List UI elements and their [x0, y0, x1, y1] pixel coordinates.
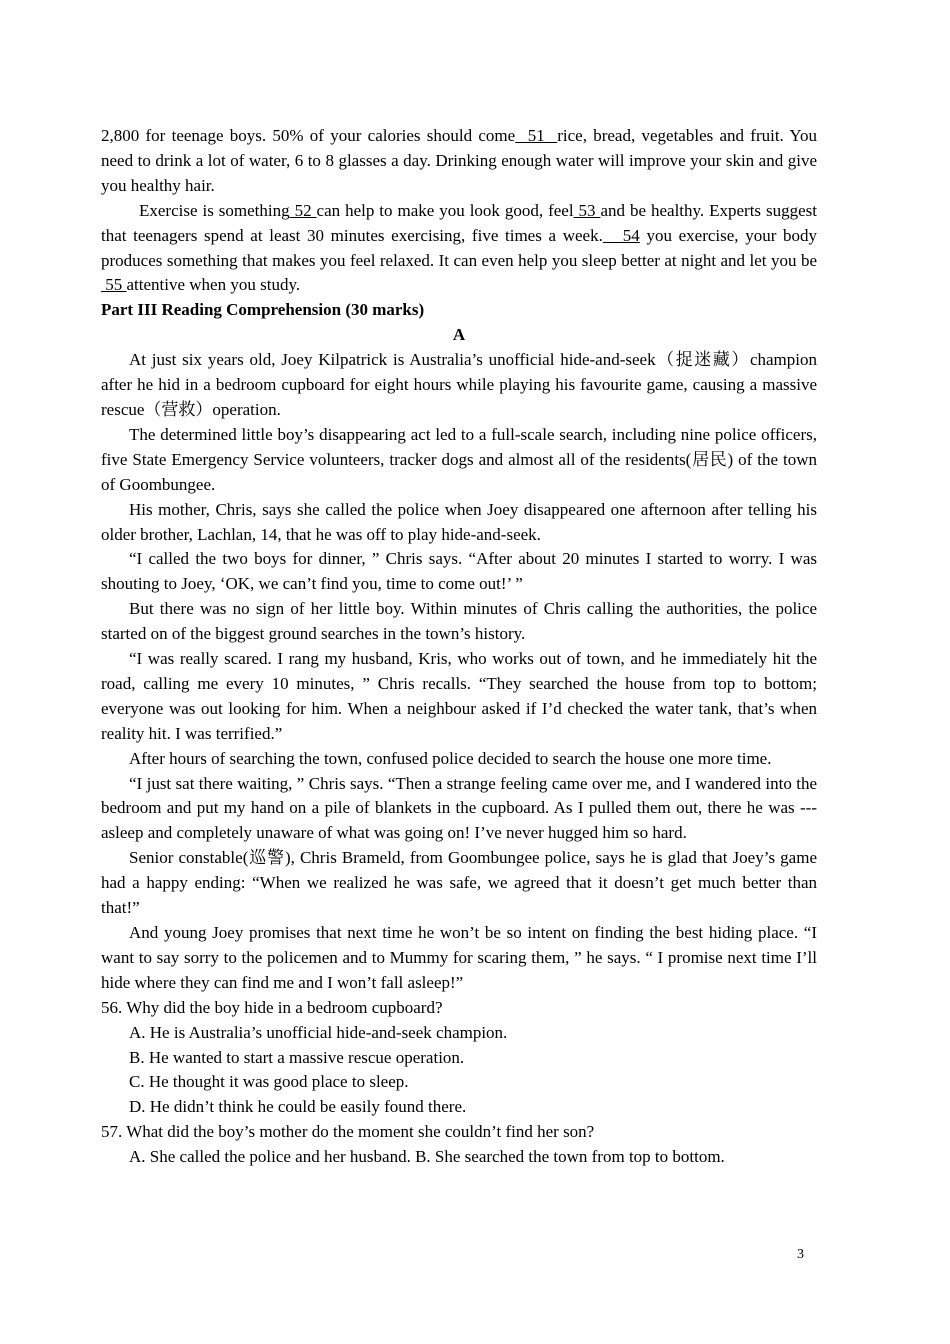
text-run: you exercise, your body produces something that makes you feel relaxed. It can even help you sleep better at night and let you be: [101, 225, 818, 270]
text-run: 2,800 for teenage boys. 50% of your calories should come: [101, 126, 516, 145]
page-number: 3: [797, 1247, 804, 1262]
passage-paragraph: “I called the two boys for dinner, ” Chris says. “After about 20 minutes I started to worry. I was shouting to Joey, ‘OK, we can’t find you, time to come out!’ ”: [101, 549, 817, 594]
text-run: can help to make you look good, feel: [316, 200, 574, 220]
passage-paragraph: After hours of searching the town, confused police decided to search the house one more time.: [129, 748, 772, 768]
text-run: attentive when you study.: [126, 275, 301, 295]
text-run: rice, bread, vegetables and fruit. You need to drink a lot of water, 6 to 8 glasses a day. Drinking enough water will improve your skin and give you healthy hair.: [101, 126, 818, 195]
passage-paragraph: His mother, Chris, says she called the police when Joey disappeared one afternoon after telling his older brother, Lachlan, 14, that he was off to play hide-and-seek.: [101, 499, 817, 544]
blank-51: 51: [515, 126, 558, 145]
passage-paragraph: Senior constable(巡警), Chris Brameld, from Goombungee police, says he is glad that Joey’s game had a happy ending: “When we realized he was safe, we agreed that it doesn’t get much better than that!”: [101, 848, 817, 918]
question-56-option-b: B. He wanted to start a massive rescue operation.: [129, 1047, 465, 1067]
blank-54: 54: [602, 225, 640, 245]
passage-paragraph: “I just sat there waiting, ” Chris says. “Then a strange feeling came over me, and I wandered into the bedroom and put my hand on a pile of blankets in the cupboard. As I pulled them out, there he was --- asleep and completely unaware of what was going on! I’ve never hugged him so hard.: [101, 773, 817, 843]
question-56-option-c: C. He thought it was good place to sleep.: [129, 1072, 409, 1092]
passage-paragraph: The determined little boy’s disappearing act led to a full-scale search, including nine police officers, five State Emergency Service volunteers, tracker dogs and almost all of the residents(居民) of the town of Goombungee.: [101, 424, 817, 494]
question-56-option-d: D. He didn’t think he could be easily found there.: [129, 1097, 467, 1117]
blank-55: 55: [101, 275, 127, 295]
passage-paragraph: But there was no sign of her little boy. Within minutes of Chris calling the authorities, the police started on of the biggest ground searches in the town’s history.: [101, 599, 817, 644]
passage-paragraph: And young Joey promises that next time he won’t be so intent on finding the best hiding place. “I want to say sorry to the policemen and to Mummy for scaring them, ” he says. “ I promise next time I’ll hide where they can find me and I won’t fall asleep!”: [101, 923, 817, 992]
cloze-paragraph-2: [101, 199, 817, 299]
cloze-paragraph-1: [101, 124, 817, 199]
blank-52: 52: [289, 200, 317, 220]
blank-53: 53: [573, 200, 601, 220]
question-56-option-a: A. He is Australia’s unofficial hide-and-seek champion.: [129, 1022, 508, 1042]
document-page: [101, 124, 817, 1170]
passage-paragraph: At just six years old, Joey Kilpatrick is Australia’s unofficial hide-and-seek（捉迷藏）champion after he hid in a bedroom cupboard for eight hours while playing his favourite game, causing a massive rescue（营救）operation.: [101, 350, 817, 419]
passage-label: A: [452, 325, 466, 345]
question-57-stem: 57. What did the boy’s mother do the moment she couldn’t find her son?: [101, 1122, 595, 1142]
text-run: Exercise is something: [139, 200, 290, 220]
section-title: Part III Reading Comprehension (30 marks): [101, 300, 425, 320]
question-57-options-ab: A. She called the police and her husband. B. She searched the town from top to bottom.: [129, 1147, 725, 1167]
passage-paragraph: “I was really scared. I rang my husband, Kris, who works out of town, and he immediately hit the road, calling me every 10 minutes, ” Chris recalls. “They searched the house from top to bottom; everyone was out looking for him. When a neighbour asked if I’d checked the water tank, that’s when reality hit. I was terrified.”: [101, 649, 817, 743]
text-run: and be healthy. Experts suggest that teenagers spend at least 30 minutes exercising, five times a week.: [101, 200, 818, 245]
question-56-stem: 56. Why did the boy hide in a bedroom cupboard?: [101, 997, 443, 1017]
